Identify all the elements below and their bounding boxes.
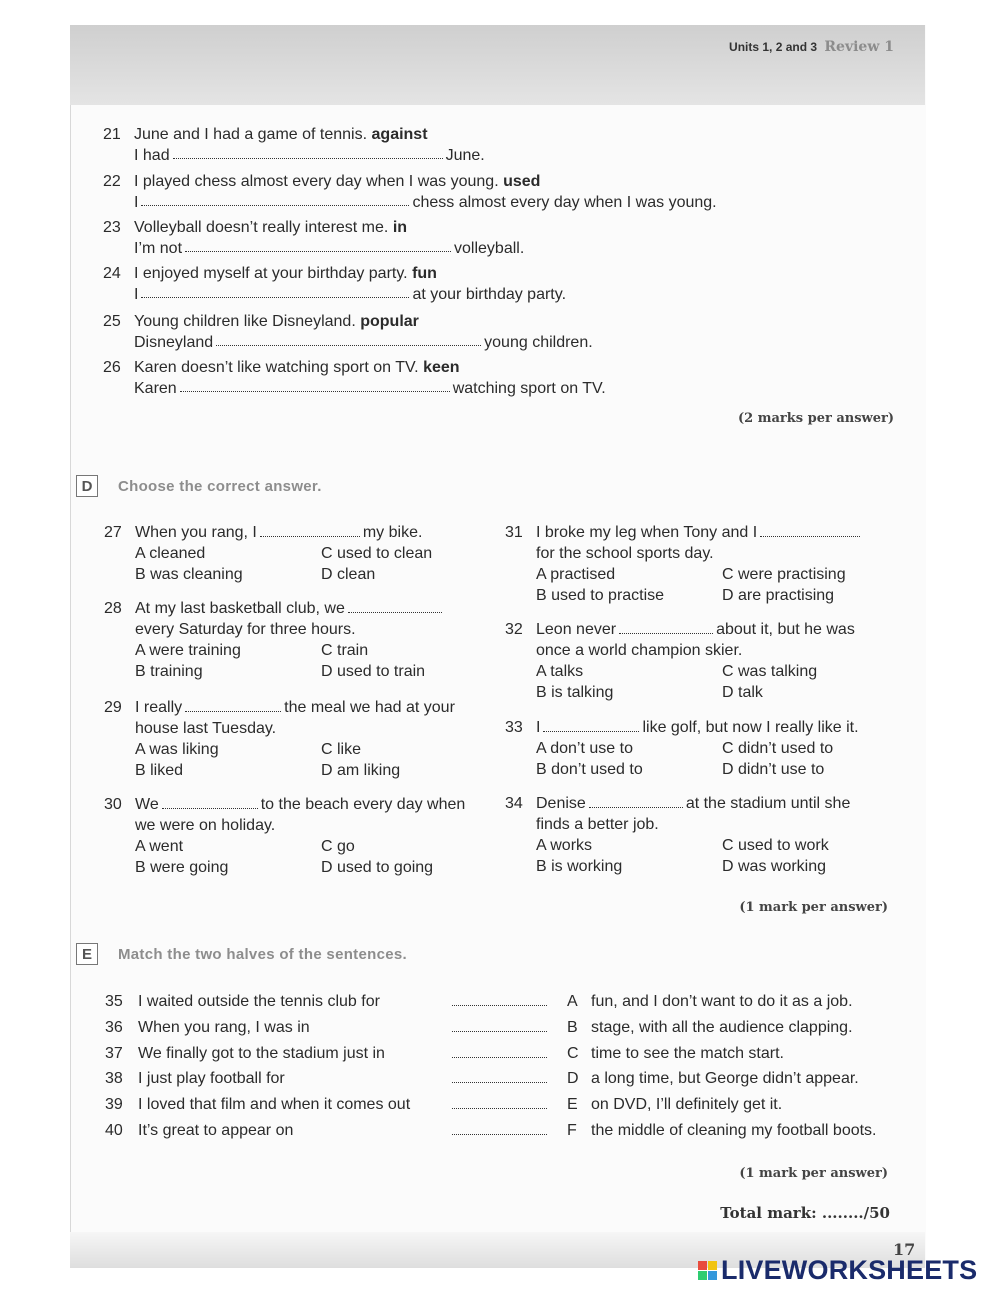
keyword: against — [371, 126, 428, 143]
question-number: 32 — [505, 621, 523, 638]
question-number: 30 — [104, 796, 122, 813]
stem-start: I broke my leg when Tony and I — [536, 524, 758, 541]
mc-question-29 — [104, 697, 474, 781]
mc-question-27 — [104, 522, 474, 585]
stem-start: Denise — [536, 795, 586, 812]
ending-letter: E — [567, 1096, 578, 1114]
transformation-24 — [103, 263, 743, 305]
match-row — [105, 1120, 895, 1146]
option-d[interactable]: D was working — [722, 858, 827, 875]
answer-blank[interactable] — [543, 718, 639, 732]
sentence-start: I loved that film and when it comes out — [138, 1096, 411, 1114]
stem-end: the meal we had at your — [284, 699, 455, 716]
option-a[interactable]: A practised — [536, 566, 616, 583]
transformation-25 — [103, 311, 743, 353]
sentence-end: young children. — [484, 334, 593, 351]
sentence-ending: on DVD, I’ll definitely get it. — [591, 1096, 783, 1114]
sentence-start: I just play football for — [138, 1070, 285, 1088]
stem-start: I — [536, 719, 541, 736]
matching-list — [105, 991, 895, 1146]
option-c[interactable]: C didn’t used to — [722, 740, 834, 757]
stem-end: like golf, but now I really like it. — [642, 719, 859, 736]
stem-end: about it, but he was — [716, 621, 855, 638]
section-letter: D — [76, 475, 98, 497]
option-b[interactable]: B used to practise — [536, 587, 665, 604]
option-c[interactable]: C used to clean — [321, 545, 433, 562]
answer-blank[interactable] — [452, 1094, 547, 1109]
question-number: 33 — [505, 719, 523, 736]
answer-blank[interactable] — [348, 599, 442, 613]
option-d[interactable]: D talk — [722, 684, 763, 701]
match-row — [105, 1094, 895, 1120]
sentence-start: I’m not — [134, 240, 183, 257]
logo-square — [698, 1261, 707, 1270]
option-b[interactable]: B is talking — [536, 684, 614, 701]
answer-blank[interactable] — [452, 991, 547, 1006]
stem-end: at the stadium until she — [685, 795, 851, 812]
mc-question-30 — [104, 794, 474, 878]
option-b[interactable]: B were going — [135, 859, 229, 876]
question-text: June and I had a game of tennis. — [134, 126, 368, 143]
answer-blank[interactable] — [260, 523, 360, 537]
sentence-start: Karen — [134, 380, 177, 397]
section-title: Match the two halves of the sentences. — [118, 945, 407, 963]
answer-blank[interactable] — [589, 794, 683, 808]
stem-continuation: for the school sports day. — [536, 545, 714, 562]
question-text: Volleyball doesn’t really interest me. — [134, 219, 389, 236]
transformation-21 — [103, 124, 743, 166]
sentence-start: I — [134, 194, 139, 211]
header-units: Units 1, 2 and 3 — [729, 40, 818, 54]
question-number: 37 — [105, 1044, 123, 1062]
match-row — [105, 991, 895, 1017]
stem-end: to the beach every day when — [260, 796, 466, 813]
stem-start: We — [135, 796, 159, 813]
answer-blank[interactable] — [185, 238, 451, 252]
answer-blank[interactable] — [452, 1068, 547, 1083]
transformation-26 — [103, 357, 743, 399]
answer-blank[interactable] — [452, 1120, 547, 1135]
answer-blank[interactable] — [216, 332, 481, 346]
option-d[interactable]: D clean — [321, 566, 376, 583]
mc-question-34 — [505, 793, 875, 877]
stem-continuation: every Saturday for three hours. — [135, 621, 356, 638]
option-a[interactable]: A were training — [135, 642, 241, 659]
stem-start: I really — [135, 699, 183, 716]
question-number: 35 — [105, 993, 123, 1010]
sentence-ending: fun, and I don’t want to do it as a job. — [591, 993, 853, 1010]
stem-end: my bike. — [362, 524, 423, 541]
option-c[interactable]: C used to work — [722, 837, 829, 854]
answer-blank[interactable] — [452, 1017, 547, 1032]
logo-text: LIVEWORKSHEETS — [721, 1255, 978, 1285]
marks-note-c: (2 marks per answer) — [738, 411, 894, 426]
match-row — [105, 1068, 895, 1094]
question-number: 29 — [104, 699, 122, 716]
answer-blank[interactable] — [162, 795, 258, 809]
keyword: in — [392, 219, 408, 236]
sentence-end: at your birthday party. — [412, 286, 567, 303]
header-review: Review 1 — [824, 39, 894, 55]
keyword: used — [503, 173, 541, 190]
option-a[interactable]: A works — [536, 837, 593, 854]
page-header — [729, 39, 894, 55]
section-title: Choose the correct answer. — [118, 477, 322, 495]
section-d-heading — [76, 475, 322, 497]
question-number: 21 — [103, 126, 121, 143]
stem-start: Leon never — [536, 621, 617, 638]
option-c[interactable]: C train — [321, 642, 369, 659]
option-a[interactable]: A don’t use to — [536, 740, 633, 757]
question-number: 39 — [105, 1096, 123, 1114]
header-band — [70, 25, 925, 105]
section-letter: E — [76, 943, 98, 965]
option-a[interactable]: A cleaned — [135, 545, 206, 562]
sentence-start: I waited outside the tennis club for — [138, 993, 380, 1010]
answer-blank[interactable] — [141, 192, 409, 206]
stem-start: At my last basketball club, we — [135, 600, 345, 617]
sentence-ending: a long time, but George didn’t appear. — [591, 1070, 859, 1088]
transformation-23 — [103, 217, 743, 259]
answer-blank[interactable] — [141, 284, 409, 298]
total-mark: Total mark: ......../50 — [720, 1204, 890, 1222]
marks-note-d: (1 mark per answer) — [739, 900, 888, 915]
mc-question-32 — [505, 619, 875, 703]
option-b[interactable]: B liked — [135, 762, 184, 779]
sentence-ending: stage, with all the audience clapping. — [591, 1018, 853, 1036]
marks-note-e: (1 mark per answer) — [739, 1166, 888, 1181]
sentence-start: We finally got to the stadium just in — [138, 1044, 385, 1062]
sentence-start: When you rang, I was in — [138, 1018, 310, 1036]
question-number: 27 — [104, 524, 122, 541]
section-e-heading — [76, 943, 407, 965]
option-a[interactable]: A was liking — [135, 741, 219, 758]
answer-blank[interactable] — [760, 523, 860, 537]
question-text: Young children like Disneyland. — [134, 313, 356, 330]
question-number: 34 — [505, 795, 523, 812]
sentence-ending: the middle of cleaning my football boots. — [591, 1121, 877, 1139]
question-text: Karen doesn’t like watching sport on TV. — [134, 359, 419, 376]
stem-continuation: house last Tuesday. — [135, 720, 277, 737]
question-number: 24 — [103, 265, 121, 282]
mc-question-28 — [104, 598, 474, 682]
logo-icon — [698, 1261, 717, 1280]
sentence-start: Disneyland — [134, 334, 214, 351]
option-a[interactable]: A talks — [536, 663, 584, 680]
answer-blank[interactable] — [180, 378, 450, 392]
option-d[interactable]: D used to going — [321, 859, 434, 876]
option-d[interactable]: D didn’t use to — [722, 761, 825, 778]
logo-square — [698, 1271, 707, 1280]
option-b[interactable]: B training — [135, 663, 203, 680]
transformation-22 — [103, 171, 743, 213]
logo-square — [708, 1271, 717, 1280]
question-number: 36 — [105, 1018, 123, 1036]
option-d[interactable]: D am liking — [321, 762, 401, 779]
ending-letter: A — [567, 993, 578, 1010]
question-text: I played chess almost every day when I was young. — [134, 173, 499, 190]
option-c[interactable]: C like — [321, 741, 362, 758]
option-b[interactable]: B was cleaning — [135, 566, 243, 583]
sentence-end: June. — [445, 147, 485, 164]
ending-letter: D — [567, 1070, 579, 1088]
page-number: 17 — [893, 1240, 916, 1259]
sentence-start: I had — [134, 147, 170, 164]
option-d[interactable]: D are practising — [722, 587, 835, 604]
answer-blank[interactable] — [185, 698, 281, 712]
option-d[interactable]: D used to train — [321, 663, 426, 680]
stem-continuation: we were on holiday. — [135, 817, 276, 834]
liveworksheets-logo — [698, 1255, 977, 1286]
sentence-end: chess almost every day when I was young. — [412, 194, 717, 211]
option-b[interactable]: B don’t used to — [536, 761, 643, 778]
option-b[interactable]: B is working — [536, 858, 623, 875]
match-row — [105, 1017, 895, 1043]
option-c[interactable]: C go — [321, 838, 355, 855]
stem-continuation: once a world champion skier. — [536, 642, 743, 659]
logo-square — [708, 1261, 717, 1270]
question-text: I enjoyed myself at your birthday party. — [134, 265, 408, 282]
keyword: keen — [423, 359, 460, 376]
question-number: 23 — [103, 219, 121, 236]
mc-question-33 — [505, 717, 875, 780]
answer-blank[interactable] — [173, 145, 443, 159]
sentence-start: I — [134, 286, 139, 303]
option-c[interactable]: C was talking — [722, 663, 818, 680]
question-number: 38 — [105, 1070, 123, 1088]
keyword: fun — [412, 265, 437, 282]
question-number: 22 — [103, 173, 121, 190]
mc-question-31 — [505, 522, 875, 606]
question-number: 28 — [104, 600, 122, 617]
ending-letter: C — [567, 1044, 579, 1062]
question-number: 25 — [103, 313, 121, 330]
question-number: 31 — [505, 524, 523, 541]
stem-start: When you rang, I — [135, 524, 257, 541]
match-row — [105, 1043, 895, 1069]
option-c[interactable]: C were practising — [722, 566, 846, 583]
keyword: popular — [360, 313, 419, 330]
ending-letter: B — [567, 1018, 578, 1036]
stem-continuation: finds a better job. — [536, 816, 659, 833]
sentence-end: watching sport on TV. — [452, 380, 606, 397]
answer-blank[interactable] — [619, 620, 713, 634]
ending-letter: F — [567, 1121, 577, 1139]
sentence-end: volleyball. — [454, 240, 525, 257]
sentence-start: It’s great to appear on — [138, 1121, 294, 1139]
answer-blank[interactable] — [452, 1043, 547, 1058]
question-number: 26 — [103, 359, 121, 376]
sentence-ending: time to see the match start. — [591, 1044, 784, 1062]
option-a[interactable]: A went — [135, 838, 184, 855]
question-number: 40 — [105, 1121, 123, 1139]
